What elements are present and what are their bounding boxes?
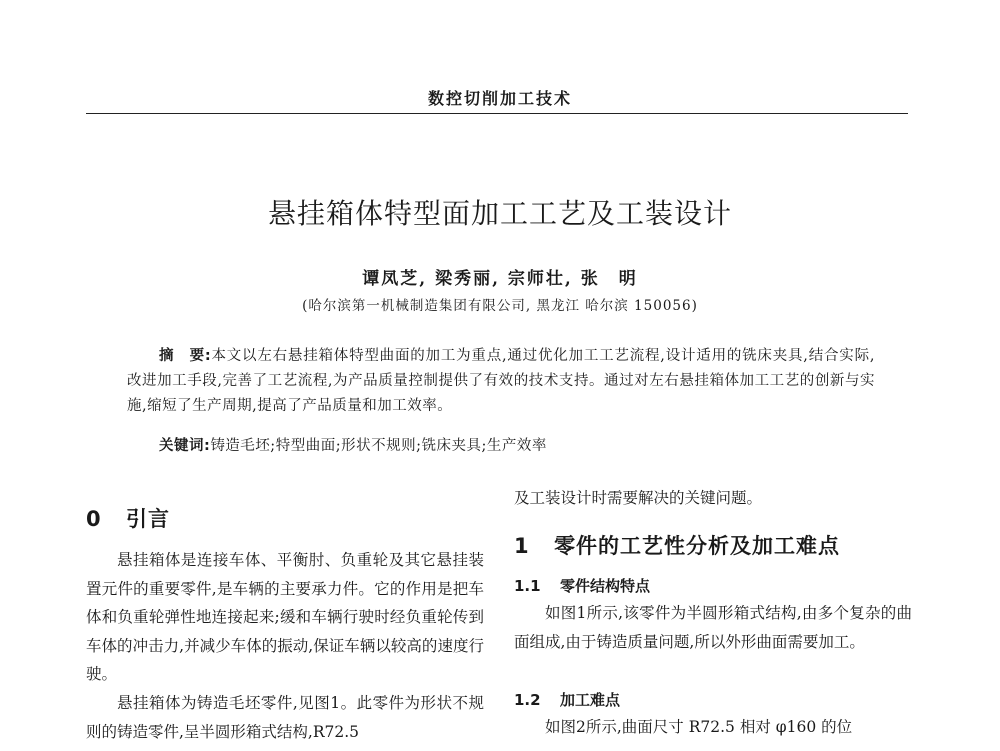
header-rule xyxy=(86,113,908,114)
paper-title: 悬挂箱体特型面加工工艺及工装设计 xyxy=(267,197,732,230)
abstract xyxy=(127,344,875,419)
intro-paragraph-1: 悬挂箱体是连接车体、平衡肘、负重轮及其它悬挂装置元件的重要零件,是车辆的主要承力件。它的作用是把车体和负重轮弹性地连接起来;缓和车辆行驶时经负重轮传到车体的冲击力,并减少车体的振动,保证车辆以较高的速度行驶。 xyxy=(86,551,484,683)
paper-affiliation: (哈尔滨第一机械制造集团有限公司, 黑龙江 哈尔滨 150056) xyxy=(302,298,698,314)
abstract-label: 摘 要: xyxy=(159,348,212,364)
subsection-1-2-heading xyxy=(514,689,620,710)
subsection-1-2-number: 1.2 xyxy=(514,691,541,709)
subsection-1-2-title: 加工难点 xyxy=(560,691,621,709)
section-0-heading xyxy=(86,503,170,533)
section-1-number: 1 xyxy=(514,534,530,558)
subsection-1-1-heading xyxy=(514,575,650,596)
subsection-1-1-number: 1.1 xyxy=(514,577,541,595)
intro-paragraph-2: 悬挂箱体为铸造毛坯零件,见图1。此零件为形状不规则的铸造零件,呈半圆形箱式结构,R72.5 xyxy=(86,694,484,741)
section-1-heading xyxy=(514,530,840,560)
subsection-1-1-title: 零件结构特点 xyxy=(560,577,651,595)
continuation-text: 及工装设计时需要解决的关键问题。 xyxy=(514,489,763,507)
section-0-title: 引言 xyxy=(126,507,170,531)
subsection-1-1-paragraph: 如图1所示,该零件为半圆形箱式结构,由多个复杂的曲面组成,由于铸造质量问题,所以外形曲面需要加工。 xyxy=(514,604,912,651)
paper-authors: 谭凤芝, 梁秀丽, 宗师壮, 张 明 xyxy=(362,269,638,289)
abstract-text: 本文以左右悬挂箱体特型曲面的加工为重点,通过优化加工工艺流程,设计适用的铣床夹具,结合实际,改进加工手段,完善了工艺流程,为产品质量控制提供了有效的技术支持。通过对左右悬挂箱体加工工艺的创新与实施,缩短了生产周期,提高了产品质量和加工效率。 xyxy=(127,348,875,414)
keywords xyxy=(159,434,875,455)
keywords-text: 铸造毛坯;特型曲面;形状不规则;铣床夹具;生产效率 xyxy=(210,438,547,454)
section-0-number: 0 xyxy=(86,507,102,531)
section-1-title: 零件的工艺性分析及加工难点 xyxy=(554,534,840,558)
subsection-1-2-paragraph: 如图2所示,曲面尺寸 R72.5 相对 φ160 的位 xyxy=(545,718,853,736)
running-header: 数控切削加工技术 xyxy=(427,89,572,108)
keywords-label: 关键词: xyxy=(159,438,211,454)
